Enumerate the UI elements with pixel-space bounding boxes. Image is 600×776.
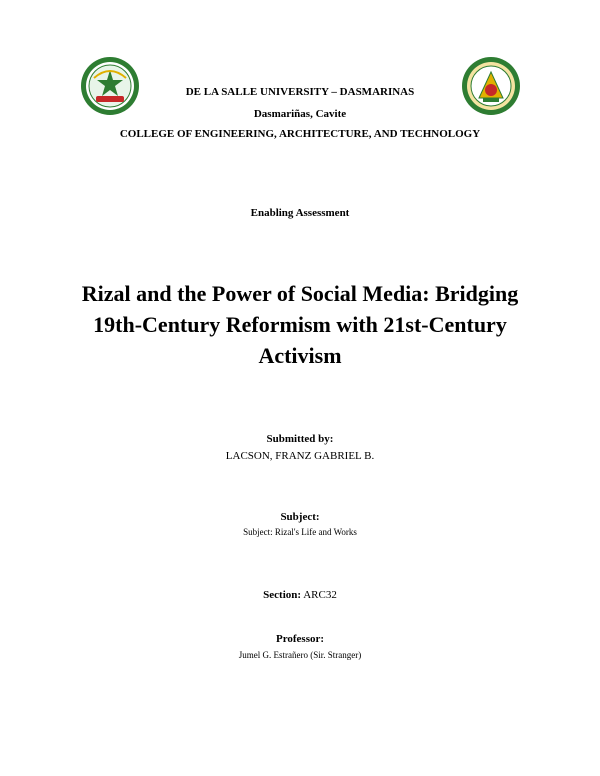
professor-label: Professor:: [275, 633, 325, 645]
section-label: Section:: [263, 589, 302, 601]
submitted-by-value: LACSON, FRANZ GABRIEL B.: [225, 450, 375, 462]
professor-value: Jumel G. Estrañero (Sir. Stranger): [238, 650, 362, 660]
subject-label: Subject:: [280, 511, 320, 523]
section-line: [0, 589, 600, 601]
document-title: Rizal and the Power of Social Media: Bridging 19th-Century Reformism with 21st-Century Activism: [81, 281, 519, 368]
university-name: DE LA SALLE UNIVERSITY – DASMARINAS: [185, 86, 415, 98]
subject-value: Subject: Rizal's Life and Works: [243, 527, 357, 537]
submitted-by-label: Submitted by:: [266, 433, 334, 445]
university-location: Dasmariñas, Cavite: [253, 108, 347, 120]
section-value: ARC32: [303, 589, 337, 601]
college-name: COLLEGE OF ENGINEERING, ARCHITECTURE, AND TECHNOLOGY: [119, 128, 481, 140]
assessment-type: Enabling Assessment: [250, 207, 350, 219]
